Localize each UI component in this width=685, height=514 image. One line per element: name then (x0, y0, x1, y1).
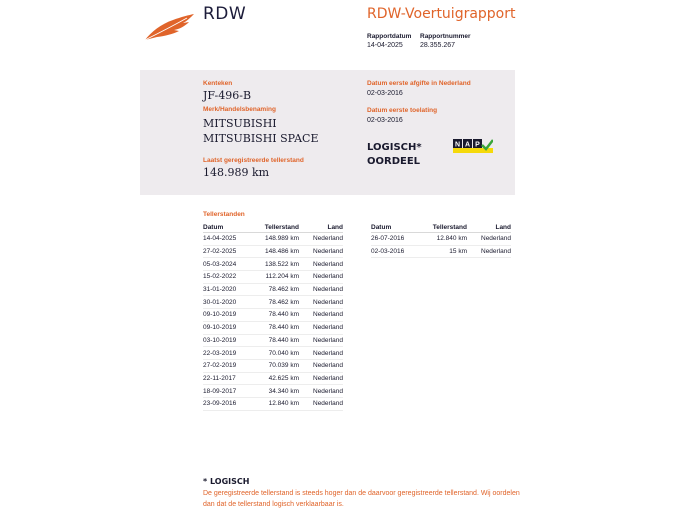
footnote-text: De geregistreerde tellerstand is steeds hoger dan de daarvoor geregistreerde tellerstand. Wij oordelen dan dat de tellerstand logisch verklaarbaar is. (203, 490, 520, 508)
cell-reading: 112.204 km (259, 271, 299, 284)
cell-country: Nederland (299, 309, 343, 322)
cell-country: Nederland (299, 283, 343, 296)
cell-country: Nederland (299, 321, 343, 334)
readings-title: Tellerstanden (203, 211, 245, 218)
table-row (371, 245, 511, 258)
cell-reading: 78.440 km (259, 334, 299, 347)
cell-date: 22-03-2019 (203, 347, 259, 360)
cell-reading: 70.039 km (259, 359, 299, 372)
cell-date: 31-01-2020 (203, 283, 259, 296)
cell-date: 30-01-2020 (203, 296, 259, 309)
cell-country: Nederland (299, 397, 343, 410)
verdict-line-1: LOGISCH* (367, 142, 422, 153)
cell-date: 02-03-2016 (371, 245, 427, 258)
first-nl-label: Datum eerste afgifte in Nederland (367, 80, 471, 87)
footnote-title: * LOGISCH (203, 477, 250, 486)
cell-date: 27-02-2019 (203, 359, 259, 372)
table-header-row (371, 222, 511, 233)
cell-reading: 78.462 km (259, 296, 299, 309)
cell-country: Nederland (299, 359, 343, 372)
header-reading: Tellerstand (427, 222, 467, 233)
verdict-line-2: OORDEEL (367, 156, 421, 167)
cell-country: Nederland (299, 271, 343, 284)
nap-letter-a: A (464, 141, 471, 149)
header-country: Land (299, 222, 343, 233)
cell-date: 27-02-2025 (203, 245, 259, 258)
table-row (203, 258, 343, 271)
cell-reading: 148.486 km (259, 245, 299, 258)
cell-reading: 138.522 km (259, 258, 299, 271)
table-header-row (203, 222, 343, 233)
cell-country: Nederland (467, 245, 511, 258)
table-row (371, 233, 511, 246)
cell-date: 23-09-2016 (203, 397, 259, 410)
cell-reading: 12.840 km (427, 233, 467, 246)
report-number: 28.355.267 (420, 42, 456, 49)
cell-country: Nederland (299, 347, 343, 360)
verdict (367, 141, 422, 169)
cell-country: Nederland (299, 372, 343, 385)
header-country: Land (467, 222, 511, 233)
odometer-label: Laatst geregistreerde tellerstand (203, 157, 304, 164)
nap-letter-p: P (475, 141, 480, 149)
header-date: Datum (203, 222, 259, 233)
document-title: RDW-Voertuigrapport (367, 6, 516, 22)
table-row (203, 245, 343, 258)
cell-reading: 15 km (427, 245, 467, 258)
cell-country: Nederland (299, 296, 343, 309)
cell-reading: 70.040 km (259, 347, 299, 360)
model-value: MITSUBISHI SPACE (203, 132, 319, 145)
table-row (203, 309, 343, 322)
first-admission-label: Datum eerste toelating (367, 107, 438, 114)
cell-country: Nederland (299, 233, 343, 246)
plate-value: JF-496-B (203, 89, 252, 102)
report-date: 14-04-2025 (367, 42, 403, 49)
cell-reading: 78.440 km (259, 321, 299, 334)
cell-country: Nederland (299, 245, 343, 258)
cell-date: 05-03-2024 (203, 258, 259, 271)
cell-date: 14-04-2025 (203, 233, 259, 246)
report-date-label: Rapportdatum (367, 33, 412, 40)
cell-date: 09-10-2019 (203, 309, 259, 322)
header-date: Datum (371, 222, 427, 233)
first-admission-date: 02-03-2016 (367, 117, 403, 124)
rdw-logo-icon (143, 12, 195, 42)
plate-label: Kenteken (203, 80, 233, 87)
table-row (203, 347, 343, 360)
cell-date: 09-10-2019 (203, 321, 259, 334)
nap-badge-icon (453, 138, 493, 154)
table-row (203, 334, 343, 347)
table-row (203, 296, 343, 309)
cell-reading: 78.462 km (259, 283, 299, 296)
make-label: Merk/Handelsbenaming (203, 106, 276, 113)
odometer-value: 148.989 km (203, 166, 270, 179)
cell-country: Nederland (299, 334, 343, 347)
cell-reading: 12.840 km (259, 397, 299, 410)
table-row (203, 385, 343, 398)
cell-country: Nederland (299, 385, 343, 398)
cell-date: 15-02-2022 (203, 271, 259, 284)
cell-reading: 78.440 km (259, 309, 299, 322)
nap-letter-n: N (454, 141, 461, 149)
table-row (203, 321, 343, 334)
report-number-label: Rapportnummer (420, 33, 471, 40)
table-row (203, 372, 343, 385)
brand-name: RDW (203, 4, 247, 24)
cell-reading: 34.340 km (259, 385, 299, 398)
cell-country: Nederland (467, 233, 511, 246)
table-row (203, 233, 343, 246)
cell-date: 22-11-2017 (203, 372, 259, 385)
table-row (203, 359, 343, 372)
cell-reading: 42.625 km (259, 372, 299, 385)
readings-table-left (203, 222, 343, 411)
table-row (203, 283, 343, 296)
cell-date: 18-09-2017 (203, 385, 259, 398)
table-row (203, 397, 343, 410)
cell-date: 03-10-2019 (203, 334, 259, 347)
make-value: MITSUBISHI (203, 117, 277, 130)
cell-date: 26-07-2016 (371, 233, 427, 246)
cell-reading: 148.989 km (259, 233, 299, 246)
readings-table-right (371, 222, 511, 258)
header-reading: Tellerstand (259, 222, 299, 233)
first-nl-date: 02-03-2016 (367, 90, 403, 97)
table-row (203, 271, 343, 284)
cell-country: Nederland (299, 258, 343, 271)
vehicle-summary-panel (140, 70, 515, 195)
